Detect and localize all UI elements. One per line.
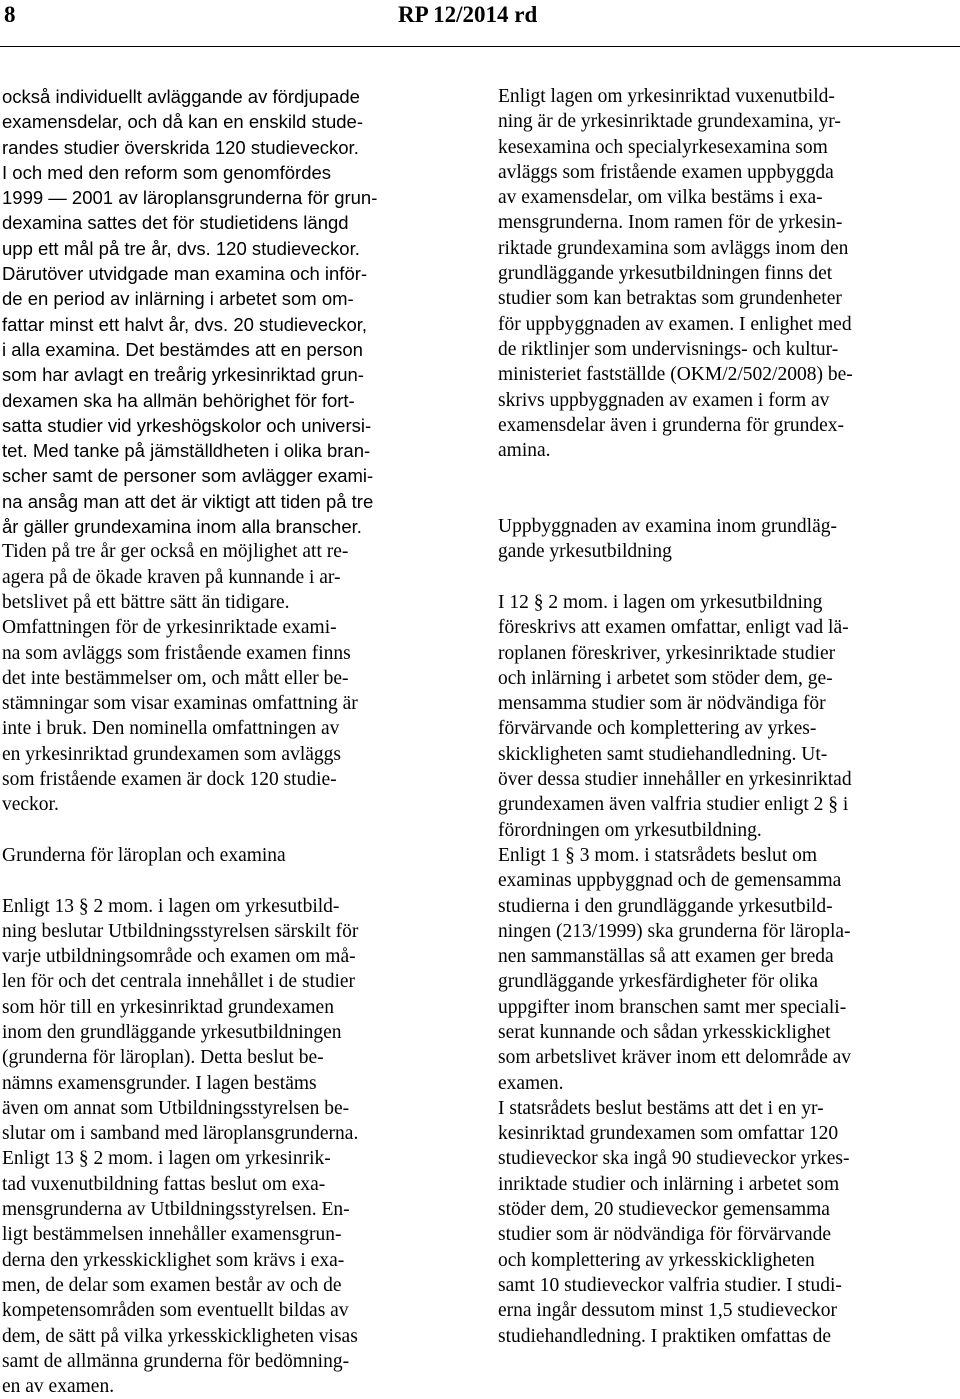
text-line: dexamen ska ha allmän behörighet för fort- — [2, 389, 355, 411]
text-line: na som avläggs som fristående examen finns — [2, 642, 351, 664]
text-line: riktade grundexamina som avläggs inom den — [498, 237, 849, 259]
text-line: Enligt 1 § 3 mom. i statsrådets beslut om — [498, 844, 818, 866]
text-line: skickligheten samt studiehandledning. Ut- — [498, 743, 828, 765]
text-line: dem, de sätt på vilka yrkesskickligheten visas — [2, 1325, 358, 1347]
text-line: och komplettering av yrkesskickligheten — [498, 1249, 815, 1271]
text-line: ningen (213/1999) ska grunderna för läropla- — [498, 920, 851, 942]
blank-line — [2, 818, 462, 843]
text-line: amina. — [498, 440, 551, 462]
blank-line — [498, 565, 958, 590]
blank-line — [2, 868, 462, 893]
text-line: studier som är nödvändiga för förvärvande — [498, 1224, 832, 1246]
text-line: dexamina sattes det för studietidens längd — [2, 212, 349, 234]
text-line: avläggs som fristående examen uppbyggda — [498, 161, 834, 183]
text-line: tad vuxenutbildning fattas beslut om exa- — [2, 1173, 326, 1195]
document-reference: RP 12/2014 rd — [398, 2, 538, 27]
text-line: för uppbyggnaden av examen. I enlighet med — [498, 313, 852, 335]
text-line: förordningen om yrkesutbildning. — [498, 819, 762, 841]
text-line: examinas uppbyggnad och de gemensamma — [498, 870, 842, 892]
text-line: kesinriktad grundexamen som omfattar 120 — [498, 1123, 839, 1145]
text-line: Enligt 13 § 2 mom. i lagen om yrkesinrik- — [2, 1148, 331, 1170]
text-line: inriktade studier och inlärning i arbetet som — [498, 1173, 840, 1195]
text-line: stöder dem, 20 studieveckor gemensamma — [498, 1199, 830, 1221]
text-line: fattar minst ett halvt år, dvs. 20 studieveckor, — [2, 313, 368, 335]
text-line: inom den grundläggande yrkesutbildningen — [2, 1021, 342, 1043]
text-line: ning är de yrkesinriktade grundexamina, yr- — [498, 111, 841, 133]
text-line: examensdelar, och då kan en enskild stude- — [2, 111, 363, 133]
text-line: grundläggande yrkesfärdigheter för olika — [498, 971, 818, 993]
text-line: inte i bruk. Den nominella omfattningen av — [2, 718, 340, 740]
text-line: slutar om i samband med läroplansgrunderna. — [2, 1123, 359, 1145]
text-line: år gäller grundexamina inom alla branscher. — [2, 516, 362, 538]
text-line: av examensdelar, om vilka bestäms i exa- — [498, 187, 823, 209]
text-line: förvärvande och komplettering av yrkes- — [498, 718, 817, 740]
text-line: som fristående examen är dock 120 studie- — [2, 769, 337, 791]
text-line: grundexamen även valfria studier enligt 2 § i — [498, 794, 849, 816]
text-line: mensgrunderna. Inom ramen för de yrkesin- — [498, 212, 843, 234]
text-line: Tiden på tre år ger också en möjlighet att re- — [2, 541, 349, 563]
blank-line — [498, 463, 958, 488]
text-line: stämningar som visar examinas omfattning är — [2, 693, 358, 715]
text-line: i alla examina. Det bestämdes att en person — [2, 338, 363, 360]
text-line: (grunderna för läroplan). Detta beslut be- — [2, 1047, 324, 1069]
text-line: serat kunnande och sådan yrkesskicklighet — [498, 1021, 831, 1043]
text-line: skrivs uppbyggnaden av examen i form av — [498, 389, 830, 411]
text-line: Enligt 13 § 2 mom. i lagen om yrkesutbild- — [2, 895, 340, 917]
text-line: na ansåg man att det är viktigt att tiden på tre — [2, 490, 374, 512]
text-line: randes studier överskrida 120 studieveckor. — [2, 136, 359, 158]
text-line: mensamma studier som är nödvändiga för — [498, 693, 826, 715]
text-line: scher samt de personer som avlägger exami- — [2, 465, 374, 487]
text-line: erna ingår dessutom minst 1,5 studieveckor — [498, 1300, 838, 1322]
text-line: även om annat som Utbildningsstyrelsen be- — [2, 1097, 350, 1119]
text-line: mensgrunderna av Utbildningsstyrelsen. En- — [2, 1199, 350, 1221]
right-column — [498, 84, 958, 1349]
text-line: en yrkesinriktad grundexamen som avläggs — [2, 743, 341, 765]
text-line: agera på de ökade kraven på kunnande i ar- — [2, 566, 341, 588]
text-line: I statsrådets beslut bestäms att det i en yr- — [498, 1097, 824, 1119]
text-line: 1999 — 2001 av läroplansgrunderna för grun- — [2, 187, 378, 209]
section-heading: gande yrkesutbildning — [498, 541, 672, 563]
text-line: de riktlinjer som undervisnings- och kultur- — [498, 338, 839, 360]
text-line: ministeriet fastställde (OKM/2/502/2008) be- — [498, 364, 853, 386]
text-line: ning beslutar Utbildningsstyrelsen särskilt för — [2, 920, 359, 942]
text-line: Därutöver utvidgade man examina och inför- — [2, 263, 368, 285]
text-line: över dessa studier innehåller en yrkesinriktad — [498, 769, 852, 791]
text-line: de en period av inlärning i arbetet som om- — [2, 288, 354, 310]
text-line: men, de delar som examen består av och de — [2, 1274, 342, 1296]
text-line: varje utbildningsområde och examen om må- — [2, 946, 356, 968]
text-line: grundläggande yrkesutbildningen finns det — [498, 263, 833, 285]
text-line: nen sammanställas så att examen ger breda — [498, 946, 834, 968]
text-line: nämns examensgrunder. I lagen bestäms — [2, 1072, 317, 1094]
text-line: Omfattningen för de yrkesinriktade exami- — [2, 617, 337, 639]
text-line: som arbetslivet kräver inom ett delområde av — [498, 1047, 852, 1069]
text-line: examen. — [498, 1072, 564, 1094]
text-line: kesexamina och specialyrkesexamina som — [498, 136, 828, 158]
text-line: studieveckor ska ingå 90 studieveckor yrkes- — [498, 1148, 850, 1170]
text-line: också individuellt avläggande av fördjupade — [2, 86, 360, 107]
text-line: samt de allmänna grunderna för bedömning- — [2, 1350, 350, 1372]
text-line: len för och det centrala innehållet i de studier — [2, 971, 356, 993]
left-column — [2, 84, 462, 1399]
header-rule — [0, 46, 960, 47]
text-line: som hör till en yrkesinriktad grundexamen — [2, 996, 334, 1018]
text-line: och inlärning i arbetet som stöder dem, ge- — [498, 667, 833, 689]
section-heading: Grunderna för läroplan och examina — [2, 844, 286, 866]
text-line: en av examen. — [2, 1376, 115, 1398]
text-line: upp ett mål på tre år, dvs. 120 studieveckor. — [2, 237, 360, 259]
text-line: samt 10 studieveckor valfria studier. I studi- — [498, 1274, 842, 1296]
text-line: betslivet på ett bättre sätt än tidigare. — [2, 591, 290, 613]
text-line: derna den yrkesskicklighet som krävs i exa- — [2, 1249, 345, 1271]
text-line: I 12 § 2 mom. i lagen om yrkesutbildning — [498, 591, 823, 613]
text-line: examensdelar även i grunderna för grundex- — [498, 414, 844, 436]
text-line: veckor. — [2, 794, 59, 816]
section-heading: Uppbyggnaden av examina inom grundläg- — [498, 516, 837, 538]
page-number: 8 — [4, 2, 16, 27]
text-line: studier som kan betraktas som grundenheter — [498, 288, 842, 310]
text-line: I och med den reform som genomfördes — [2, 161, 332, 183]
text-line: ligt bestämmelsen innehåller examensgrun- — [2, 1224, 342, 1246]
text-line: föreskrivs att examen omfattar, enligt vad lä- — [498, 617, 849, 639]
text-line: tet. Med tanke på jämställdheten i olika bran- — [2, 440, 371, 462]
text-line: roplanen föreskriver, yrkesinriktade studier — [498, 642, 836, 664]
text-line: som har avlagt en treårig yrkesinriktad grun- — [2, 364, 364, 386]
text-line: Enligt lagen om yrkesinriktad vuxenutbild- — [498, 86, 835, 107]
text-line: kompetensområden som eventuellt bildas av — [2, 1300, 349, 1322]
blank-line — [498, 489, 958, 514]
text-line: studiehandledning. I praktiken omfattas de — [498, 1325, 832, 1347]
text-line: det inte bestämmelser om, och mått eller be- — [2, 667, 349, 689]
text-line: satta studier vid yrkeshögskolor och universi- — [2, 414, 372, 436]
text-line: studierna i den grundläggande yrkesutbild- — [498, 895, 833, 917]
text-line: uppgifter inom branschen samt mer speciali- — [498, 996, 847, 1018]
